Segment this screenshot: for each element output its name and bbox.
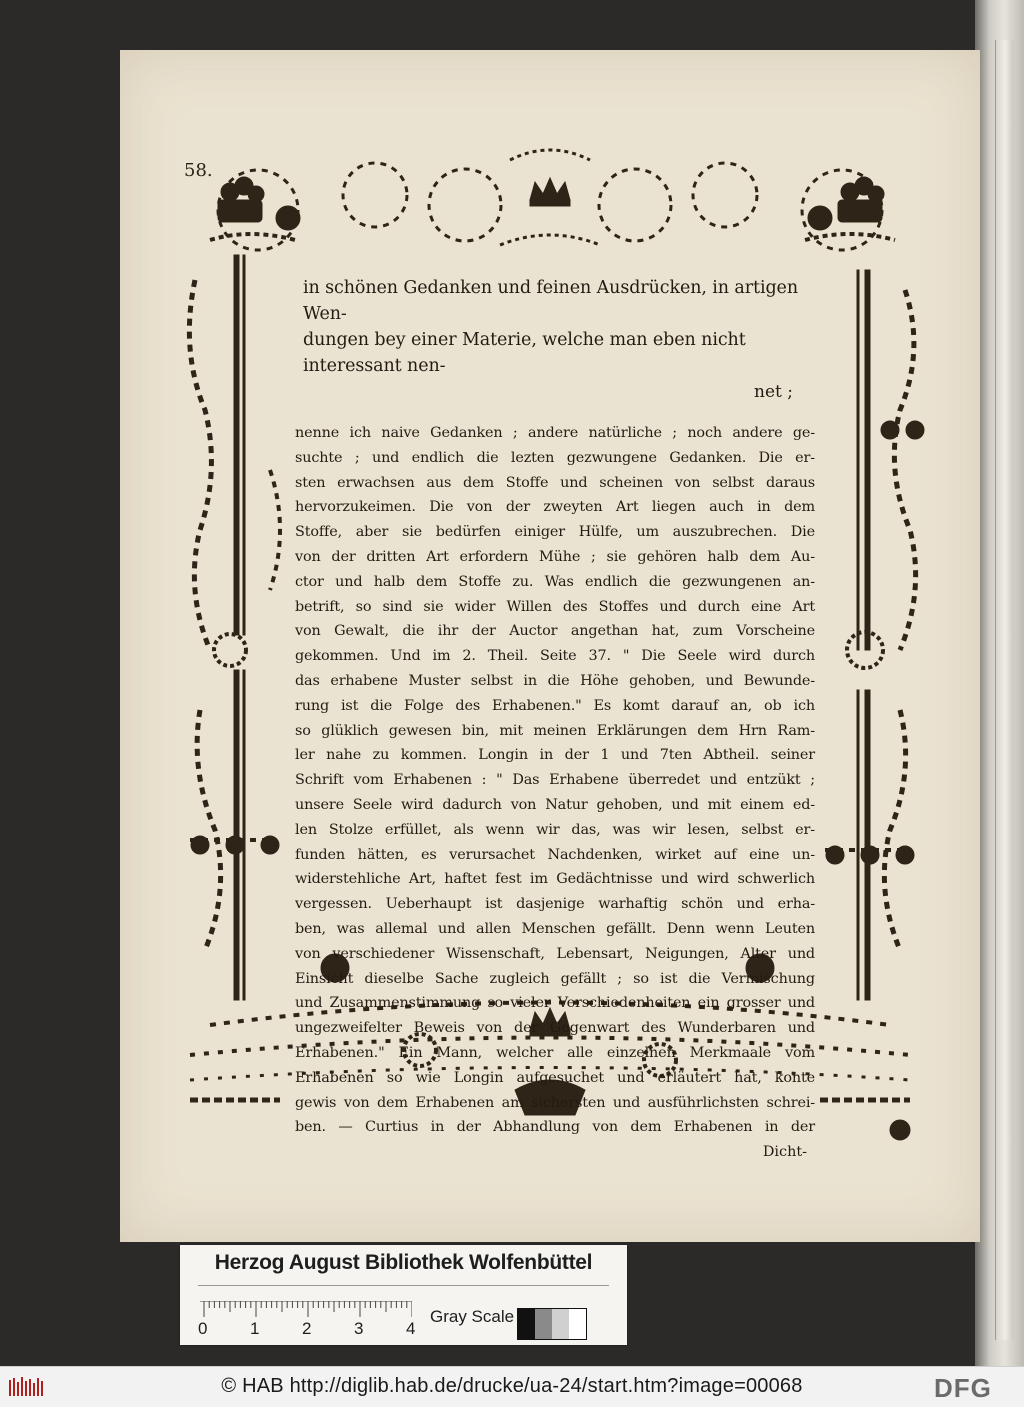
text-line: und Zusammenstimmung so vieler Verschiedenheiten ein grosser und — [295, 995, 815, 1012]
ruler-number: 4 — [406, 1319, 416, 1338]
copyright-url[interactable]: © HAB http://diglib.hab.de/drucke/ua-24/start.htm?image=00068 — [221, 1375, 803, 1397]
text-line: Einsicht dieselbe Sache zugleich gefällt ; so ist die Vermischung — [295, 970, 815, 987]
text-line: Stoffe, aber sie bedürfen einiger Hülfe, um auszubrechen. Die — [295, 524, 815, 541]
gray-swatch — [569, 1309, 586, 1339]
gray-scale-swatches — [517, 1308, 587, 1340]
text-line: Erhabenen." Ein Mann, welcher alle einzelnen Merkmaale vom — [295, 1044, 815, 1061]
intro-line-end: net ; — [754, 382, 793, 402]
viewer-footer — [0, 1366, 1024, 1407]
catchword: Dicht- — [762, 1144, 807, 1161]
body-paragraph — [295, 421, 815, 1140]
text-line: von Gewalt, die ihr der Auctor angethan hat, zum Vorscheine — [295, 623, 815, 640]
text-line: unsere Seele wird dadurch von Natur gehoben, und mit einem ed- — [295, 796, 815, 813]
text-line: so glüklich gewesen bin, mit meinen Erklärungen dem Hrn Ram- — [295, 722, 815, 739]
text-line: funden hätten, es verursachet Nachdenken, wirket auf eine un- — [295, 846, 815, 863]
gray-swatch — [518, 1309, 535, 1339]
card-divider — [198, 1285, 609, 1286]
adjacent-page-edge — [975, 0, 1024, 1366]
text-line: len Stolze erfüllet, als wenn wir das, was wir lesen, selbst er- — [295, 821, 815, 838]
main-text-block — [295, 275, 815, 1164]
text-line: widerstehliche Art, haftet fest im Gedächtnisse und wird schwerlich — [295, 871, 815, 888]
text-line: rung ist die Folge des Erhabenen." Es komt darauf an, ob ich — [295, 697, 815, 714]
left-border-column — [189, 255, 280, 1000]
text-line: das erhabene Muster selbst in die Höhe gehoben, und Bewunde- — [295, 672, 815, 689]
dfg-logo: DFG — [934, 1373, 992, 1403]
text-line: ctor und halb dem Stoffe zu. Was endlich die gezwungenen an- — [295, 573, 815, 590]
intro-line: in schönen Gedanken und feinen Ausdrücken, in artigen Wen- — [303, 278, 798, 324]
text-line: hervorzukeimen. Die von der zweyten Art liegen auch in dem — [295, 499, 815, 516]
text-line: betrift, so sind sie wider Willen des Stoffes und durch eine Art — [295, 598, 815, 615]
text-line: ben. — Curtius in der Abhandlung von dem Erhabenen in der — [295, 1119, 815, 1136]
text-line: ben, was allemal und allen Menschen gefällt. Denn wenn Leuten — [295, 920, 815, 937]
text-line: ler nahe zu kommen. Longin in der 1 und 7ten Abtheil. seiner — [295, 747, 815, 764]
text-line: sten erwachsen aus dem Stoffe und scheinen von selbst daraus — [295, 474, 815, 491]
right-border-column — [825, 270, 924, 1000]
intro-line: dungen bey einer Materie, welche man eben nicht interessant nen- — [303, 330, 746, 376]
ruler-number: 1 — [250, 1319, 260, 1338]
text-line: vergessen. Ueberhaupt ist dasjenige warhaftig schön und erha- — [295, 896, 815, 913]
library-color-card — [180, 1245, 627, 1345]
gray-swatch — [552, 1309, 569, 1339]
text-line: ungezweifelter Beweis von der Gegenwart des Wunderbaren und — [295, 1020, 815, 1037]
text-line: nenne ich naive Gedanken ; andere natürliche ; noch andere ge- — [295, 425, 815, 441]
text-line: gekommen. Und im 2. Theil. Seite 37. " Die Seele wird durch — [295, 648, 815, 665]
ruler-number: 3 — [354, 1319, 364, 1338]
gray-swatch — [535, 1309, 552, 1339]
text-line: gewis von dem Erhabenen am sichersten und ausführlichsten schrei- — [295, 1094, 815, 1111]
library-name: Herzog August Bibliothek Wolfenbüttel — [214, 1251, 593, 1274]
text-line: Erhabenen so wie Longin aufgesuchet und erläutert hat, konte — [295, 1069, 815, 1086]
text-line: von der dritten Art erfordern Mühe ; sie gehören halb dem Au- — [295, 548, 815, 565]
book-page — [120, 50, 980, 1242]
ruler-number: 0 — [198, 1319, 208, 1338]
page-number: 58. — [184, 160, 213, 181]
text-line: suchte ; und endlich die lezten gezwungene Gedanken. Die er- — [295, 449, 815, 466]
gray-scale-label: Gray Scale — [430, 1307, 515, 1326]
top-garland-ornament — [210, 150, 895, 250]
text-line: von verschiedener Wissenschaft, Lebensart, Neigungen, Alter und — [295, 945, 815, 962]
ruler-number: 2 — [302, 1319, 312, 1338]
text-line: Schrift vom Erhabenen : " Das Erhabene überredet und entzükt ; — [295, 772, 815, 789]
